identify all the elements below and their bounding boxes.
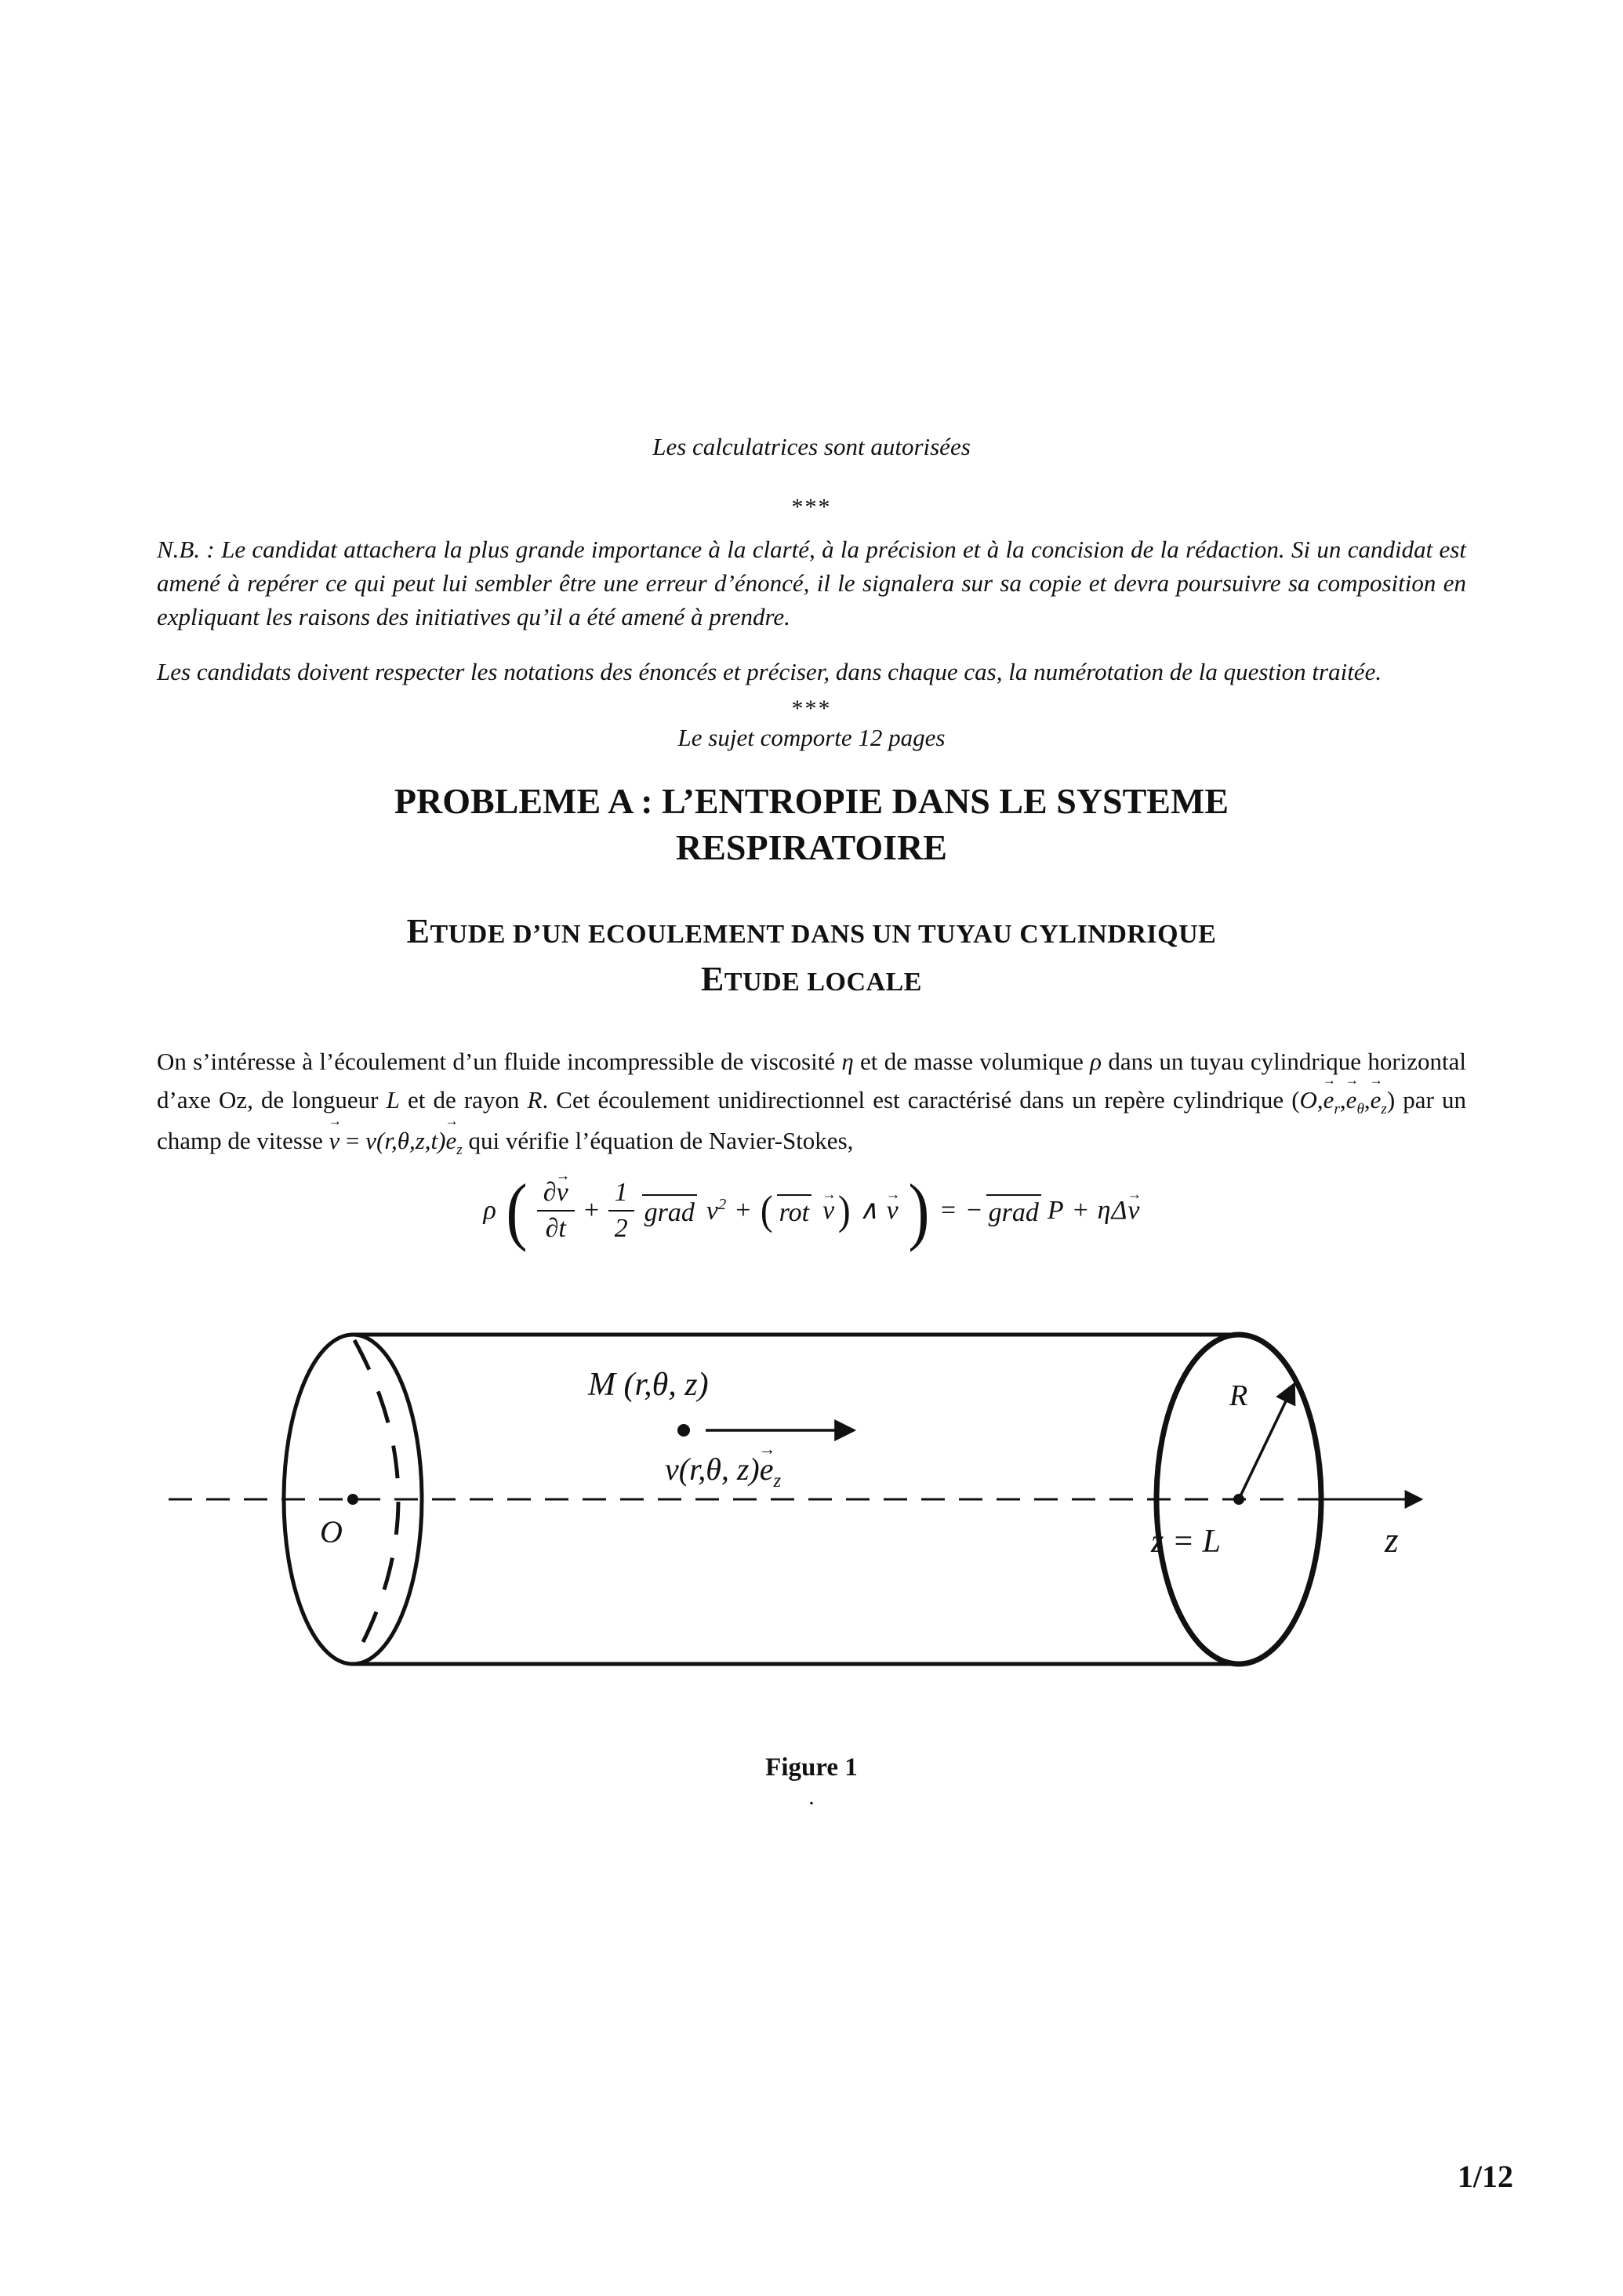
subtitle-line2 [157, 955, 1466, 1004]
intro-text: . Cet écoulement unidirectionnel est caractérisé dans un repère cylindrique [542, 1085, 1292, 1113]
math-args: (r,θ,z,t) [376, 1126, 446, 1154]
math-v-vector: v → [822, 1196, 834, 1225]
math-rho: ρ [1090, 1048, 1102, 1075]
stars-separator: *** [791, 494, 832, 520]
math-v-vector: v → [887, 1196, 899, 1225]
problem-title [157, 779, 1466, 871]
origin-point [347, 1494, 358, 1505]
equals-sign: = [346, 1126, 360, 1154]
math-e-vector: e → [1323, 1081, 1334, 1120]
math-e-vector: e → [760, 1451, 774, 1488]
calculators-note: Les calculatrices sont autorisées [652, 433, 971, 460]
figure-caption-dot: . [808, 1784, 815, 1811]
figure-1 [157, 1264, 1466, 1811]
paren: ) [1386, 1085, 1396, 1113]
paren: ( [1291, 1085, 1300, 1113]
comma: , [1339, 1085, 1346, 1113]
fraction-numerator: 1 [608, 1178, 634, 1212]
pages-note: Le sujet comporte 12 pages [677, 724, 946, 752]
subscript-z: z [773, 1470, 782, 1492]
intro-text: par un champ de vitesse [157, 1085, 1466, 1154]
math-t: t [558, 1214, 566, 1244]
fraction-one-half [608, 1178, 634, 1244]
minus-grad-P [965, 1194, 1064, 1227]
math-rho: ρ [483, 1196, 496, 1226]
intro-text: et de masse volumique [853, 1048, 1091, 1075]
math-eta: η [841, 1048, 854, 1075]
math-v-squared [706, 1196, 726, 1226]
subtitle-lead2: E [701, 960, 724, 999]
subtitle-rest2: TUDE LOCALE [724, 968, 922, 997]
math-e-vector: e → [1371, 1081, 1382, 1120]
comma: , [1316, 1085, 1323, 1113]
math-v: v [365, 1126, 377, 1154]
math-O: O [1299, 1085, 1317, 1113]
page-content [157, 0, 1466, 1811]
subscript-r: r [1334, 1101, 1340, 1118]
math-e-vector: e → [445, 1122, 456, 1161]
rot-v-term: ( rot v → ) [760, 1194, 851, 1227]
math-e-vector: e → [1346, 1081, 1357, 1120]
section-subtitle [157, 907, 1466, 1004]
figure-caption: Figure 1 [765, 1753, 858, 1782]
point-M [677, 1424, 690, 1437]
math-v: v [706, 1196, 718, 1226]
rot-operator: rot [777, 1194, 812, 1227]
problem-title-line2: RESPIRATOIRE [676, 826, 947, 867]
nb-paragraph: N.B. : Le candidat attachera la plus grande importance à la clarté, à la précision et à la concision de la rédaction. Si un candidat est amené à repérer ce qui peut lui sembler être une erreur d’énoncé, il le signalera sur sa copie et devra poursuivre sa composition en expliquant les raisons des initiatives qu’il a été amené à prendre. [157, 536, 1466, 630]
grad-operator: grad [986, 1194, 1041, 1227]
cylinder-drawing [157, 1264, 1466, 1735]
laplacian-sign: Δ [1111, 1196, 1127, 1226]
math-P: P [1047, 1196, 1064, 1226]
problem-title-line1: PROBLEME A : L’ENTROPIE DANS LE SYSTEME [394, 781, 1229, 822]
math-v-vector: v → [557, 1178, 568, 1208]
fraction-numerator [537, 1178, 575, 1212]
math-cylindrical-basis [1291, 1085, 1396, 1118]
cylinder-diagram [157, 1264, 1466, 1735]
grad-v-squared [642, 1194, 727, 1227]
subscript-z: z [1381, 1101, 1387, 1118]
partial-sign: ∂ [543, 1178, 557, 1208]
subtitle-line1 [157, 907, 1466, 956]
z-equals-L-label: z = L [1151, 1524, 1222, 1560]
grad-operator: grad [642, 1194, 697, 1227]
math-v-vector: v → [1127, 1196, 1139, 1225]
subscript-theta: θ [1356, 1101, 1364, 1118]
exponent-2: 2 [717, 1196, 727, 1214]
wedge-operator: ∧ [859, 1196, 879, 1226]
point-M-label: M (r,θ, z) [588, 1367, 709, 1404]
page-number: 1/12 [1457, 2159, 1513, 2194]
fraction-denominator: 2 [614, 1214, 628, 1244]
intro-text: qui vérifie l’équation de Navier-Stokes, [462, 1126, 854, 1154]
velocity-label [665, 1451, 781, 1492]
fraction-denominator [546, 1212, 566, 1244]
eta-laplacian-v [1098, 1196, 1140, 1225]
minus-sign: − [964, 1196, 983, 1226]
intro-text: dans un tuyau cylindrique horizontal d’axe Oz, de longueur [157, 1048, 1466, 1113]
stars-separator-2: *** [791, 696, 832, 722]
navier-stokes-equation: ρ ( $\frac{\partial v \to}{\partial t}$ + $\frac{1}{2}$ grad $v^2$ + ( rot v → ) ∧ v → ) = − grad P + η Δ v → [157, 1178, 1466, 1244]
intro-text: On s’intéresse à l’écoulement d’un fluide incompressible de viscosité [157, 1048, 842, 1075]
plus-sign: + [582, 1196, 601, 1226]
subtitle-rest1: TUDE D’UN ECOULEMENT DANS UN TUYAU CYLINDRIQUE [430, 919, 1217, 949]
math-L: L [386, 1085, 400, 1113]
comma: , [1363, 1085, 1371, 1113]
equals-sign: = [939, 1196, 957, 1226]
math-velocity-definition [329, 1126, 463, 1158]
plus-sign: + [1071, 1196, 1090, 1226]
fraction-dv-dt [537, 1178, 575, 1244]
partial-sign: ∂ [545, 1214, 559, 1244]
z-axis-label: z [1385, 1520, 1399, 1560]
intro-paragraph [157, 1043, 1466, 1162]
subscript-z: z [456, 1141, 463, 1158]
plus-sign: + [734, 1196, 753, 1226]
velocity-label-main: v(r,θ, z) [665, 1451, 760, 1488]
math-R: R [527, 1085, 543, 1113]
origin-label: O [320, 1514, 343, 1550]
radius-label: R [1229, 1379, 1248, 1413]
notations-paragraph: Les candidats doivent respecter les notations des énoncés et préciser, dans chaque cas, la numérotation de la question traitée. [157, 658, 1382, 686]
subtitle-lead1: E [406, 911, 430, 950]
math-eta: η [1097, 1196, 1111, 1226]
math-v-vector: v → [329, 1122, 340, 1161]
intro-text: et de rayon [399, 1085, 528, 1113]
